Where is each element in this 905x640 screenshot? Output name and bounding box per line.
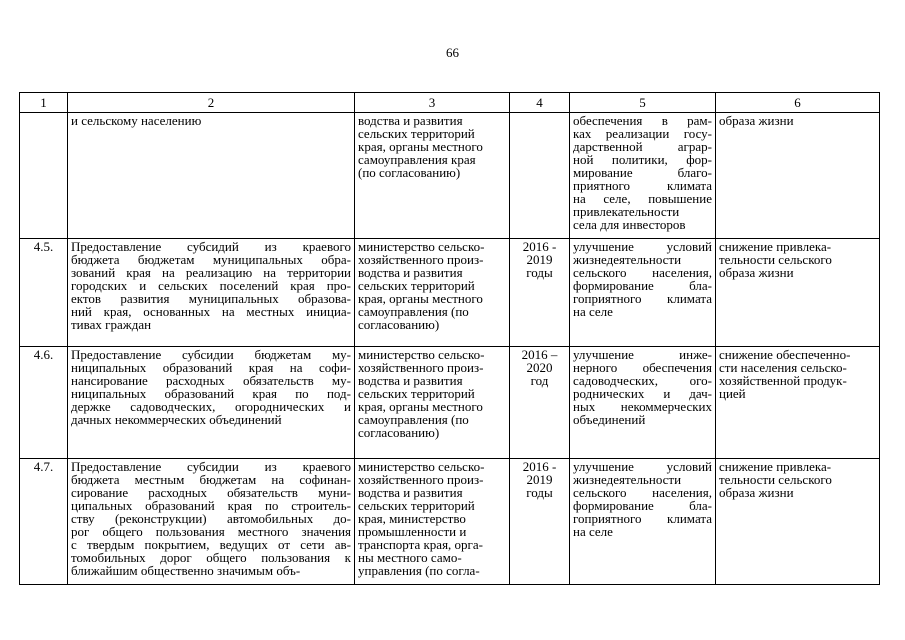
indicator-text [716, 113, 880, 239]
executor-text-line: самоуправления (по [358, 304, 469, 319]
result-text-line: садоводческих, ого- [573, 373, 712, 388]
indicator-text-line: тельности сельского [719, 472, 832, 487]
column-number-row [20, 93, 880, 113]
action-text-line: томобильных дорог общего пользования к [71, 550, 351, 565]
result-text-line: гоприятного климата [573, 291, 712, 306]
action-text-line: ближайшим общественно значимым объ- [71, 563, 301, 578]
column-header-4: 4 [510, 93, 570, 113]
action-text [68, 239, 355, 347]
action-text-line: с твердым покрытием, ведущих от сети ав- [71, 537, 351, 552]
action-text-line: ний края, основанных на местных инициа- [71, 304, 351, 319]
executor-text [355, 347, 510, 459]
executor-text-line: министерство сельско- [358, 347, 485, 362]
term-text [510, 459, 570, 585]
action-text-line: нансирование расходных обязательств му- [71, 373, 351, 388]
executor-text [355, 239, 510, 347]
indicator-text-line: образа жизни [719, 265, 794, 280]
result-text-line: на селе [573, 524, 613, 539]
result-text [570, 459, 716, 585]
measures-table [19, 92, 880, 585]
result-text-line: сельского населения, [573, 265, 712, 280]
executor-text-line: края, органы местного [358, 291, 483, 306]
table-row [20, 113, 880, 239]
executor-text-line: согласованию) [358, 317, 440, 332]
term-text-line: 2016 - [522, 239, 557, 254]
result-text-line: сельского населения, [573, 485, 712, 500]
result-text-line: приятного климата [573, 178, 712, 193]
action-text-line: дачных некоммерческих объединений [71, 412, 282, 427]
page-number: 66 [446, 45, 459, 60]
indicator-text-line: тельности сельского [719, 252, 832, 267]
executor-text-line: водства и развития [358, 113, 463, 128]
result-text-line: жизнедеятельности [573, 252, 682, 267]
column-header-2: 2 [68, 93, 355, 113]
result-text-line: формирование бла- [573, 278, 712, 293]
result-text-line: ной политики, фор- [573, 152, 712, 167]
action-text-line: ектов развития муниципальных образова- [71, 291, 351, 306]
action-text-line: ниципальных образований края на софи- [71, 360, 351, 375]
indicator-text-line: хозяйственной продук- [719, 373, 847, 388]
executor-text [355, 113, 510, 239]
executor-text-line: водства и развития [358, 373, 463, 388]
indicator-text-line: образа жизни [719, 485, 794, 500]
executor-text-line: самоуправления (по [358, 412, 469, 427]
action-text-line: ству (реконструкции) автомобильных до- [71, 511, 351, 526]
result-text-line: обеспечения в рам- [573, 113, 712, 128]
action-text-line: Предоставление субсидий из краевого [71, 239, 351, 254]
executor-text-line: водства и развития [358, 265, 463, 280]
result-text-line: улучшение условий [573, 459, 712, 474]
result-text-line: ных некоммерческих [573, 399, 712, 414]
column-header-5: 5 [570, 93, 716, 113]
term-text-line: год [530, 373, 549, 388]
executor-text-line: самоуправления края [358, 152, 476, 167]
action-text-line: городских и сельских поселений края про- [71, 278, 351, 293]
action-text-line: Предоставление субсидии из краевого [71, 459, 351, 474]
executor-text-line: хозяйственного произ- [358, 252, 484, 267]
term-text-line: 2019 [526, 472, 553, 487]
result-text [570, 113, 716, 239]
indicator-text-line: цией [719, 386, 746, 401]
indicator-text [716, 239, 880, 347]
term-text-line: годы [526, 265, 553, 280]
executor-text-line: управления (по согла- [358, 563, 480, 578]
executor-text-line: министерство сельско- [358, 239, 485, 254]
action-text-line: ципальных образований края по строитель- [71, 498, 351, 513]
indicator-text-line: снижение обеспеченно- [719, 347, 851, 362]
executor-text-line: хозяйственного произ- [358, 472, 484, 487]
result-text-line: гоприятного климата [573, 511, 712, 526]
term-text-line: 2020 [526, 360, 553, 375]
term-text-line: 2016 – [521, 347, 558, 362]
indicator-text-line: сти населения сельско- [719, 360, 847, 375]
term-text [510, 347, 570, 459]
executor-text-line: сельских территорий [358, 126, 475, 141]
result-text [570, 347, 716, 459]
result-text-line: ках реализации госу- [573, 126, 712, 141]
table-row [20, 347, 880, 459]
column-header-1: 1 [20, 93, 68, 113]
action-text [68, 113, 355, 239]
result-text-line: жизнедеятельности [573, 472, 682, 487]
action-text-line: бюджета бюджетам муниципальных обра- [71, 252, 351, 267]
executor-text-line: хозяйственного произ- [358, 360, 484, 375]
indicator-text-line: снижение привлека- [719, 239, 832, 254]
row-number [20, 113, 68, 239]
action-text-line: держке садоводческих, огороднических и [71, 399, 351, 414]
action-text-line: зований края на реализацию на территории [71, 265, 351, 280]
action-text-line: и сельскому населению [71, 113, 202, 128]
executor-text-line: (по согласованию) [358, 165, 461, 180]
executor-text-line: сельских территорий [358, 278, 475, 293]
executor-text-line: министерство сельско- [358, 459, 485, 474]
result-text-line: нерного обеспечения [573, 360, 712, 375]
executor-text-line: края, министерство [358, 511, 466, 526]
action-text-line: рог общего пользования местного значения [71, 524, 351, 539]
executor-text-line: промышленности и [358, 524, 467, 539]
action-text [68, 459, 355, 585]
table-row [20, 239, 880, 347]
indicator-text [716, 459, 880, 585]
term-text-line: годы [526, 485, 553, 500]
term-text-line: 2016 - [522, 459, 557, 474]
action-text-line: сирование расходных обязательств муни- [71, 485, 351, 500]
executor-text-line: ны местного само- [358, 550, 462, 565]
result-text-line: села для инвесторов [573, 217, 686, 232]
result-text-line: дарственной аграр- [573, 139, 712, 154]
result-text-line: формирование бла- [573, 498, 712, 513]
result-text-line: на селе [573, 304, 613, 319]
result-text-line: мирование благо- [573, 165, 712, 180]
action-text-line: ниципальных образований края по под- [71, 386, 351, 401]
executor-text-line: водства и развития [358, 485, 463, 500]
column-header-3: 3 [355, 93, 510, 113]
executor-text-line: сельских территорий [358, 386, 475, 401]
row-number: 4.6. [20, 347, 68, 459]
result-text-line: улучшение условий [573, 239, 712, 254]
table-row [20, 459, 880, 585]
action-text-line: бюджета местным бюджетам на софинан- [71, 472, 351, 487]
executor-text [355, 459, 510, 585]
indicator-text-line: образа жизни [719, 113, 794, 128]
result-text-line: объединений [573, 412, 646, 427]
term-text-line: 2019 [526, 252, 553, 267]
executor-text-line: транспорта края, орга- [358, 537, 483, 552]
result-text-line: улучшение инже- [573, 347, 712, 362]
term-text [510, 113, 570, 239]
result-text [570, 239, 716, 347]
executor-text-line: согласованию) [358, 425, 440, 440]
row-number: 4.7. [20, 459, 68, 585]
column-header-6: 6 [716, 93, 880, 113]
term-text [510, 239, 570, 347]
indicator-text-line: снижение привлека- [719, 459, 832, 474]
executor-text-line: края, органы местного [358, 139, 483, 154]
action-text [68, 347, 355, 459]
action-text-line: Предоставление субсидии бюджетам му- [71, 347, 351, 362]
executor-text-line: края, органы местного [358, 399, 483, 414]
result-text-line: на селе, повышение [573, 191, 712, 206]
row-number: 4.5. [20, 239, 68, 347]
result-text-line: привлекательности [573, 204, 680, 219]
executor-text-line: сельских территорий [358, 498, 475, 513]
result-text-line: роднических и дач- [573, 386, 712, 401]
action-text-line: тивах граждан [71, 317, 152, 332]
indicator-text [716, 347, 880, 459]
